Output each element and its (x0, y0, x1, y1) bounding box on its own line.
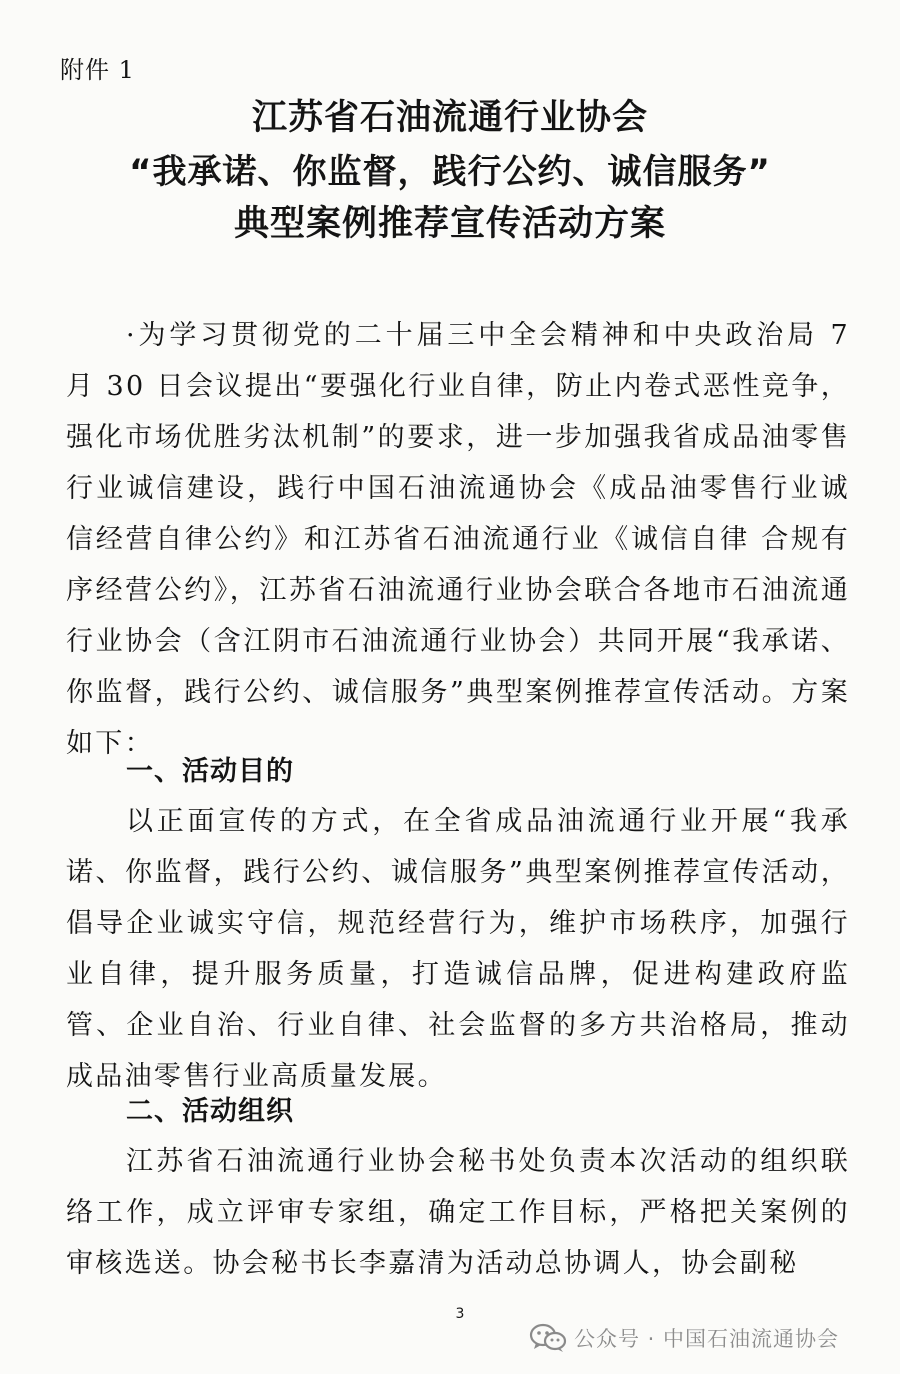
watermark-text: 公众号 · 中国石油流通协会 (574, 1327, 840, 1351)
section-paragraph-organization: 江苏省石油流通行业协会秘书处负责本次活动的组织联络工作，成立评审专家组，确定工作目标，严格把关案例的审核选送。协会秘书长李嘉清为活动总协调人，协会副秘 (66, 1146, 850, 1279)
intro-paragraph: ·为学习贯彻党的二十届三中全会精神和中央政治局 7 月 30 日会议提出“要强化行业自律，防止内卷式恶性竞争，强化市场优胜劣汰机制”的要求，进一步加强我省成品油零售行业诚信建设，践行中国石油流通协会《成品油零售行业诚信经营自律公约》和江苏省石油流通行业《诚信自律 合规有序经营公约》，江苏省石油流通行业协会联合各地市石油流通行业协会（含江阴市石油流通行业协会）共同开展“我承诺、你监督，践行公约、诚信服务”典型案例推荐宣传活动。方案如下： (66, 320, 850, 759)
wechat-icon (528, 1322, 568, 1354)
watermark (528, 1318, 839, 1358)
page-number: 3 (455, 1306, 465, 1322)
attachment-label: 附件 1 (60, 56, 135, 84)
title-line-2: “我承诺、你监督，践行公约、诚信服务” (129, 152, 771, 192)
section-paragraph-purpose: 以正面宣传的方式，在全省成品油流通行业开展“我承诺、你监督，践行公约、诚信服务”典型案例推荐宣传活动，倡导企业诚实守信，规范经营行为，维护市场秩序，加强行业自律，提升服务质量，打造诚信品牌，促进构建政府监管、企业自治、行业自律、社会监督的多方共治格局，推动成品油零售行业高质量发展。 (66, 806, 850, 1092)
title-line-3: 典型案例推荐宣传活动方案 (233, 204, 666, 244)
section-heading-purpose: 一、活动目的 (126, 756, 294, 787)
section-heading-organization: 二、活动组织 (126, 1096, 294, 1127)
title-line-1: 江苏省石油流通行业协会 (251, 98, 648, 138)
